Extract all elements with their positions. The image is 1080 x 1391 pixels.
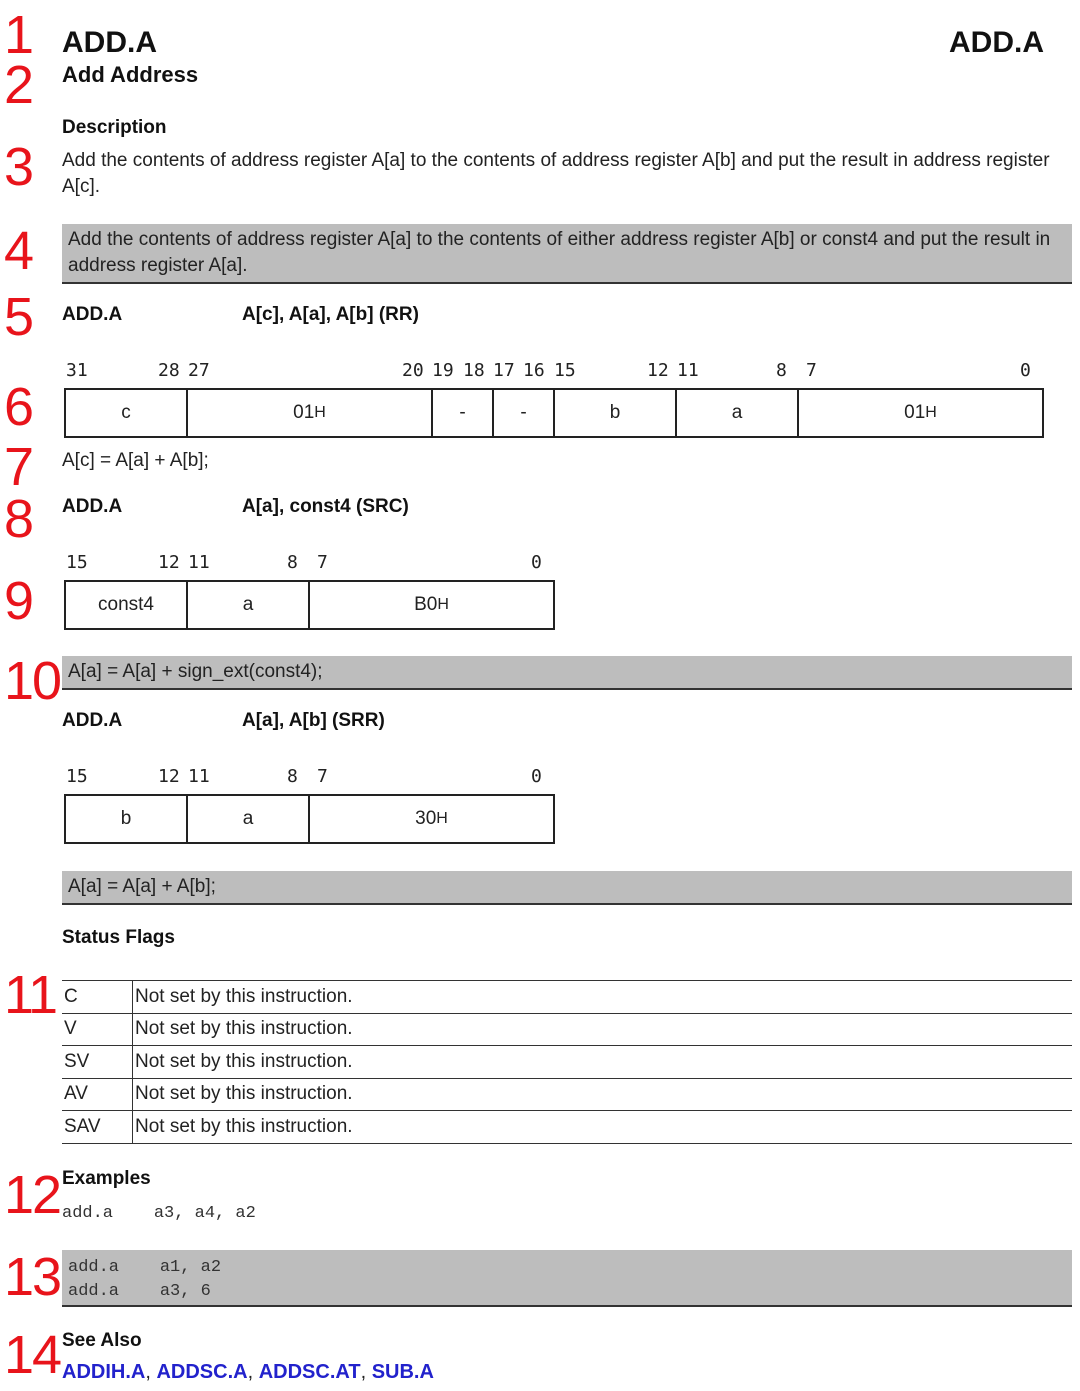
bit-label: 18 bbox=[463, 360, 485, 381]
bit-label: 19 bbox=[432, 360, 454, 381]
link-addih-a[interactable]: ADDIH.A bbox=[62, 1361, 146, 1383]
bit-label: 7 bbox=[317, 552, 328, 573]
field-a: a bbox=[677, 390, 799, 436]
bit-label: 17 bbox=[493, 360, 515, 381]
bit-label: 8 bbox=[287, 766, 298, 787]
example-line: add.a a3, a4, a2 bbox=[62, 1204, 256, 1223]
format-src-operands: A[a], const4 (SRC) bbox=[242, 496, 409, 517]
bit-label: 15 bbox=[66, 552, 88, 573]
bit-label: 11 bbox=[188, 552, 210, 573]
bit-label: 20 bbox=[402, 360, 424, 381]
field-opcode1: 01 H bbox=[904, 402, 937, 423]
bit-label: 0 bbox=[531, 766, 542, 787]
field-b: b bbox=[66, 796, 188, 842]
format-rr-operands: A[c], A[a], A[b] (RR) bbox=[242, 304, 419, 325]
table-row bbox=[62, 981, 1072, 1014]
status-flags-heading: Status Flags bbox=[62, 927, 175, 948]
description-shaded-box bbox=[62, 224, 1072, 284]
see-also-links: ADDIH.A, ADDSC.A, ADDSC.AT, SUB.A bbox=[62, 1361, 434, 1383]
bit-label: 11 bbox=[188, 766, 210, 787]
marker-3: 3 bbox=[4, 137, 33, 197]
operation-srr: A[a] = A[a] + A[b]; bbox=[68, 876, 216, 897]
bit-label: 0 bbox=[1020, 360, 1031, 381]
bit-label: 16 bbox=[523, 360, 545, 381]
page-subtitle: Add Address bbox=[62, 62, 199, 87]
flag-name: V bbox=[62, 1013, 133, 1046]
bit-label: 27 bbox=[188, 360, 210, 381]
marker-1: 1 bbox=[4, 5, 33, 65]
format-srr-operands: A[a], A[b] (SRR) bbox=[242, 710, 385, 731]
example-line: add.a a3, 6 bbox=[68, 1282, 211, 1301]
field-a: a bbox=[188, 796, 310, 842]
field-opcode: 30 H bbox=[415, 808, 448, 829]
flag-desc: Not set by this instruction. bbox=[133, 981, 1073, 1014]
marker-10: 10 bbox=[4, 651, 61, 711]
field-opcode2: 01 H bbox=[188, 390, 433, 436]
field-reserved: - bbox=[494, 390, 555, 436]
description-shaded-text: Add the contents of address register A[a] to the contents of either address register A[b] or const4 and put the result in address register A[a]. bbox=[68, 229, 1051, 276]
marker-11: 11 bbox=[4, 965, 57, 1025]
table-row bbox=[62, 1046, 1072, 1079]
marker-7: 7 bbox=[4, 437, 33, 497]
marker-2: 2 bbox=[4, 55, 33, 115]
description-heading: Description bbox=[62, 117, 167, 138]
marker-14: 14 bbox=[4, 1325, 61, 1385]
page-title-left: ADD.A bbox=[62, 26, 157, 59]
flag-name: SV bbox=[62, 1046, 133, 1079]
link-addsc-at[interactable]: ADDSC.AT bbox=[258, 1361, 361, 1383]
bit-label: 7 bbox=[806, 360, 817, 381]
field-reserved: - bbox=[433, 390, 494, 436]
marker-12: 12 bbox=[4, 1165, 61, 1225]
encoding-srr bbox=[64, 794, 555, 844]
marker-5: 5 bbox=[4, 287, 33, 347]
marker-8: 8 bbox=[4, 489, 33, 549]
bit-label: 12 bbox=[158, 552, 180, 573]
format-src-mnemonic: ADD.A bbox=[62, 496, 123, 517]
description-text: Add the contents of address register A[a] to the contents of address register A[b] and put the result in address register A[c]. bbox=[62, 150, 1050, 197]
link-addsc-a[interactable]: ADDSC.A bbox=[156, 1361, 248, 1383]
bit-label: 8 bbox=[287, 552, 298, 573]
table-row bbox=[62, 1013, 1072, 1046]
examples-heading: Examples bbox=[62, 1168, 151, 1189]
flag-desc: Not set by this instruction. bbox=[133, 1111, 1073, 1144]
field-const4: const4 bbox=[66, 582, 188, 628]
bit-label: 12 bbox=[647, 360, 669, 381]
marker-13: 13 bbox=[4, 1247, 61, 1307]
operation-src: A[a] = A[a] + sign_ext(const4); bbox=[68, 661, 323, 682]
field-a: a bbox=[188, 582, 310, 628]
table-row bbox=[62, 1078, 1072, 1111]
page-title-right: ADD.A bbox=[949, 26, 1044, 59]
bit-label: 28 bbox=[158, 360, 180, 381]
bit-label: 15 bbox=[66, 766, 88, 787]
flag-name: C bbox=[62, 981, 133, 1014]
see-also-heading: See Also bbox=[62, 1330, 142, 1351]
format-rr-mnemonic: ADD.A bbox=[62, 304, 123, 325]
marker-6: 6 bbox=[4, 377, 33, 437]
flag-desc: Not set by this instruction. bbox=[133, 1013, 1073, 1046]
bit-label: 31 bbox=[66, 360, 88, 381]
marker-4: 4 bbox=[4, 221, 33, 281]
table-row bbox=[62, 1111, 1072, 1144]
flag-desc: Not set by this instruction. bbox=[133, 1078, 1073, 1111]
bit-label: 11 bbox=[677, 360, 699, 381]
flag-desc: Not set by this instruction. bbox=[133, 1046, 1073, 1079]
operation-src-box bbox=[62, 656, 1072, 690]
encoding-src bbox=[64, 580, 555, 630]
field-c: c bbox=[66, 390, 188, 436]
flag-name: AV bbox=[62, 1078, 133, 1111]
bit-label: 0 bbox=[531, 552, 542, 573]
example-line: add.a a1, a2 bbox=[68, 1258, 222, 1277]
bit-label: 8 bbox=[776, 360, 787, 381]
operation-rr: A[c] = A[a] + A[b]; bbox=[62, 450, 209, 471]
bit-label: 15 bbox=[554, 360, 576, 381]
bit-label: 12 bbox=[158, 766, 180, 787]
examples-shaded-box bbox=[62, 1250, 1072, 1307]
format-srr-mnemonic: ADD.A bbox=[62, 710, 123, 731]
status-flags-table bbox=[62, 980, 1072, 1144]
encoding-rr bbox=[64, 388, 1044, 438]
field-opcode: B0 H bbox=[414, 594, 449, 615]
bit-label: 7 bbox=[317, 766, 328, 787]
flag-name: SAV bbox=[62, 1111, 133, 1144]
operation-srr-box bbox=[62, 871, 1072, 905]
marker-9: 9 bbox=[4, 571, 33, 631]
link-sub-a[interactable]: SUB.A bbox=[371, 1361, 434, 1383]
field-b: b bbox=[555, 390, 677, 436]
